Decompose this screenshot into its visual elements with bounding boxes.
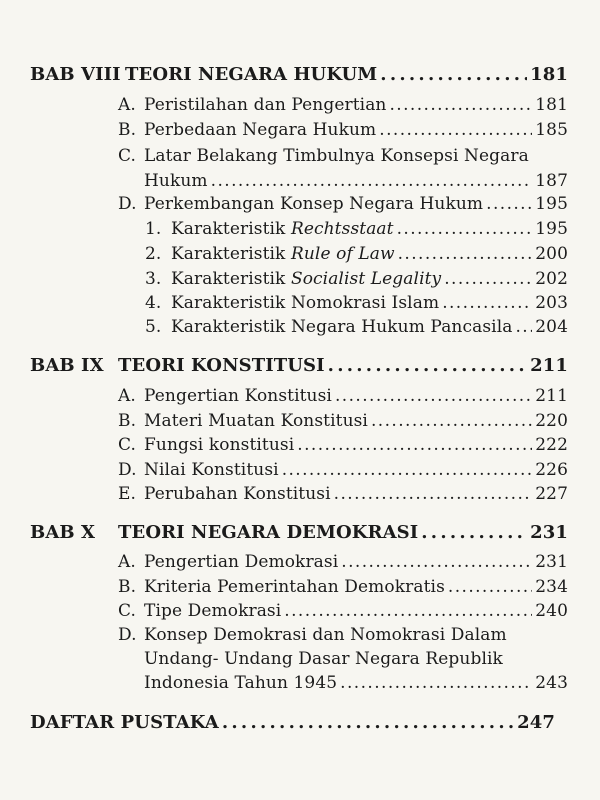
toc-entry-continuation: [144, 648, 568, 670]
page-number: 222: [535, 435, 568, 455]
bibliography-heading: [30, 712, 555, 734]
page-number: 185: [535, 120, 568, 140]
toc-entry: [118, 600, 568, 622]
chapter-heading: [30, 64, 568, 86]
toc-entry: [118, 434, 568, 456]
entry-number: 5.: [145, 317, 162, 337]
bibliography-title: DAFTAR PUSTAKA: [30, 712, 219, 733]
dot-leader: [371, 410, 532, 432]
dot-leader: [334, 483, 533, 505]
toc-subentry: [145, 292, 568, 314]
page-number: 231: [535, 552, 568, 572]
page-number: 226: [535, 460, 568, 480]
toc-subentry: [145, 316, 568, 338]
dot-leader: [442, 292, 532, 314]
entry-title: Materi Muatan Konstitusi: [144, 411, 368, 431]
dot-leader: [444, 268, 532, 290]
dot-leader: [486, 193, 532, 215]
entry-title: Perkembangan Konsep Negara Hukum: [144, 194, 484, 214]
chapter-heading: [30, 355, 568, 377]
entry-title: Pengertian Konstitusi: [144, 386, 332, 406]
entry-title: Konsep Demokrasi dan Nomokrasi Dalam: [144, 625, 507, 645]
entry-number: 2.: [145, 244, 162, 264]
page-number: 203: [535, 293, 568, 313]
entry-letter: D.: [118, 625, 137, 645]
chapter-title: TEORI NEGARA HUKUM: [125, 64, 378, 85]
dot-leader: [341, 551, 532, 573]
entry-letter: E.: [118, 484, 137, 504]
toc-entry: [118, 385, 568, 407]
entry-letter: A.: [118, 95, 136, 115]
page-number: 181: [530, 64, 568, 85]
toc-entry: [118, 94, 568, 116]
toc-entry: [118, 576, 568, 598]
chapter-label: BAB VIII: [30, 64, 121, 85]
toc-entry: [118, 145, 568, 167]
dot-leader: [297, 434, 532, 456]
entry-letter: C.: [118, 146, 137, 166]
page-number: 231: [530, 522, 568, 543]
page-number: 220: [535, 411, 568, 431]
entry-letter: B.: [118, 577, 137, 597]
toc-subentry: [145, 243, 568, 265]
dot-leader: [421, 522, 527, 544]
toc-entry: [118, 410, 568, 432]
dot-leader: [448, 576, 532, 598]
dot-leader: [515, 316, 532, 338]
page-number: 202: [535, 269, 568, 289]
page-number: 204: [535, 317, 568, 337]
dot-leader: [335, 385, 532, 407]
entry-number: 1.: [145, 219, 162, 239]
page-number: 181: [535, 95, 568, 115]
page-number: 195: [535, 219, 568, 239]
toc-entry: [118, 193, 568, 215]
entry-title: Kriteria Pemerintahan Demokratis: [144, 577, 445, 597]
toc-entry-continuation: [144, 170, 568, 192]
page-number: 200: [535, 244, 568, 264]
entry-letter: A.: [118, 386, 136, 406]
dot-leader: [398, 243, 533, 265]
toc-entry: [118, 551, 568, 573]
page-number: 227: [535, 484, 568, 504]
entry-title: Latar Belakang Timbulnya Konsepsi Negara: [144, 146, 529, 166]
chapter-title: TEORI KONSTITUSI: [118, 355, 325, 376]
page-number: 187: [535, 171, 568, 191]
dot-leader: [389, 94, 532, 116]
entry-letter: D.: [118, 194, 137, 214]
dot-leader: [211, 170, 533, 192]
entry-title: Undang- Undang Dasar Negara Republik: [144, 649, 503, 669]
entry-title: Karakteristik Rechtsstaat: [171, 219, 394, 239]
entry-number: 4.: [145, 293, 162, 313]
page-number: 234: [535, 577, 568, 597]
entry-letter: B.: [118, 411, 137, 431]
entry-title: Indonesia Tahun 1945: [144, 673, 338, 693]
dot-leader: [397, 218, 533, 240]
entry-title: Hukum: [144, 171, 208, 191]
entry-title: Peristilahan dan Pengertian: [144, 95, 387, 115]
entry-number: 3.: [145, 269, 162, 289]
dot-leader: [222, 712, 514, 734]
toc-entry: [118, 624, 568, 646]
dot-leader: [282, 459, 533, 481]
chapter-title: TEORI NEGARA DEMOKRASI: [118, 522, 419, 543]
page-number: 240: [535, 601, 568, 621]
chapter-label: BAB IX: [30, 355, 104, 376]
entry-title: Karakteristik Negara Hukum Pancasila: [171, 317, 513, 337]
dot-leader: [340, 672, 532, 694]
entry-letter: C.: [118, 601, 137, 621]
chapter-label: BAB X: [30, 522, 96, 543]
page-number: 211: [535, 386, 568, 406]
entry-title: Perbedaan Negara Hukum: [144, 120, 377, 140]
dot-leader: [379, 119, 532, 141]
toc-subentry: [145, 268, 568, 290]
entry-title: Perubahan Konstitusi: [144, 484, 331, 504]
page-number: 195: [535, 194, 568, 214]
toc-entry: [118, 459, 568, 481]
page-number: 211: [530, 355, 568, 376]
entry-title: Karakteristik Rule of Law: [171, 244, 395, 264]
entry-title: Fungsi konstitusi: [144, 435, 295, 455]
entry-letter: D.: [118, 460, 137, 480]
page-number: 247: [517, 712, 555, 733]
dot-leader: [328, 355, 527, 377]
toc-subentry: [145, 218, 568, 240]
entry-title: Tipe Demokrasi: [144, 601, 282, 621]
toc-entry-continuation: [144, 672, 568, 694]
entry-title: Karakteristik Nomokrasi Islam: [171, 293, 440, 313]
entry-letter: B.: [118, 120, 137, 140]
page-number: 243: [535, 673, 568, 693]
chapter-heading: [30, 522, 568, 544]
entry-title: Nilai Konstitusi: [144, 460, 279, 480]
entry-title: Pengertian Demokrasi: [144, 552, 339, 572]
toc-entry: [118, 483, 568, 505]
dot-leader: [380, 64, 527, 86]
dot-leader: [284, 600, 532, 622]
toc-entry: [118, 119, 568, 141]
entry-letter: C.: [118, 435, 137, 455]
entry-letter: A.: [118, 552, 136, 572]
entry-title: Karakteristik Socialist Legality: [171, 269, 442, 289]
